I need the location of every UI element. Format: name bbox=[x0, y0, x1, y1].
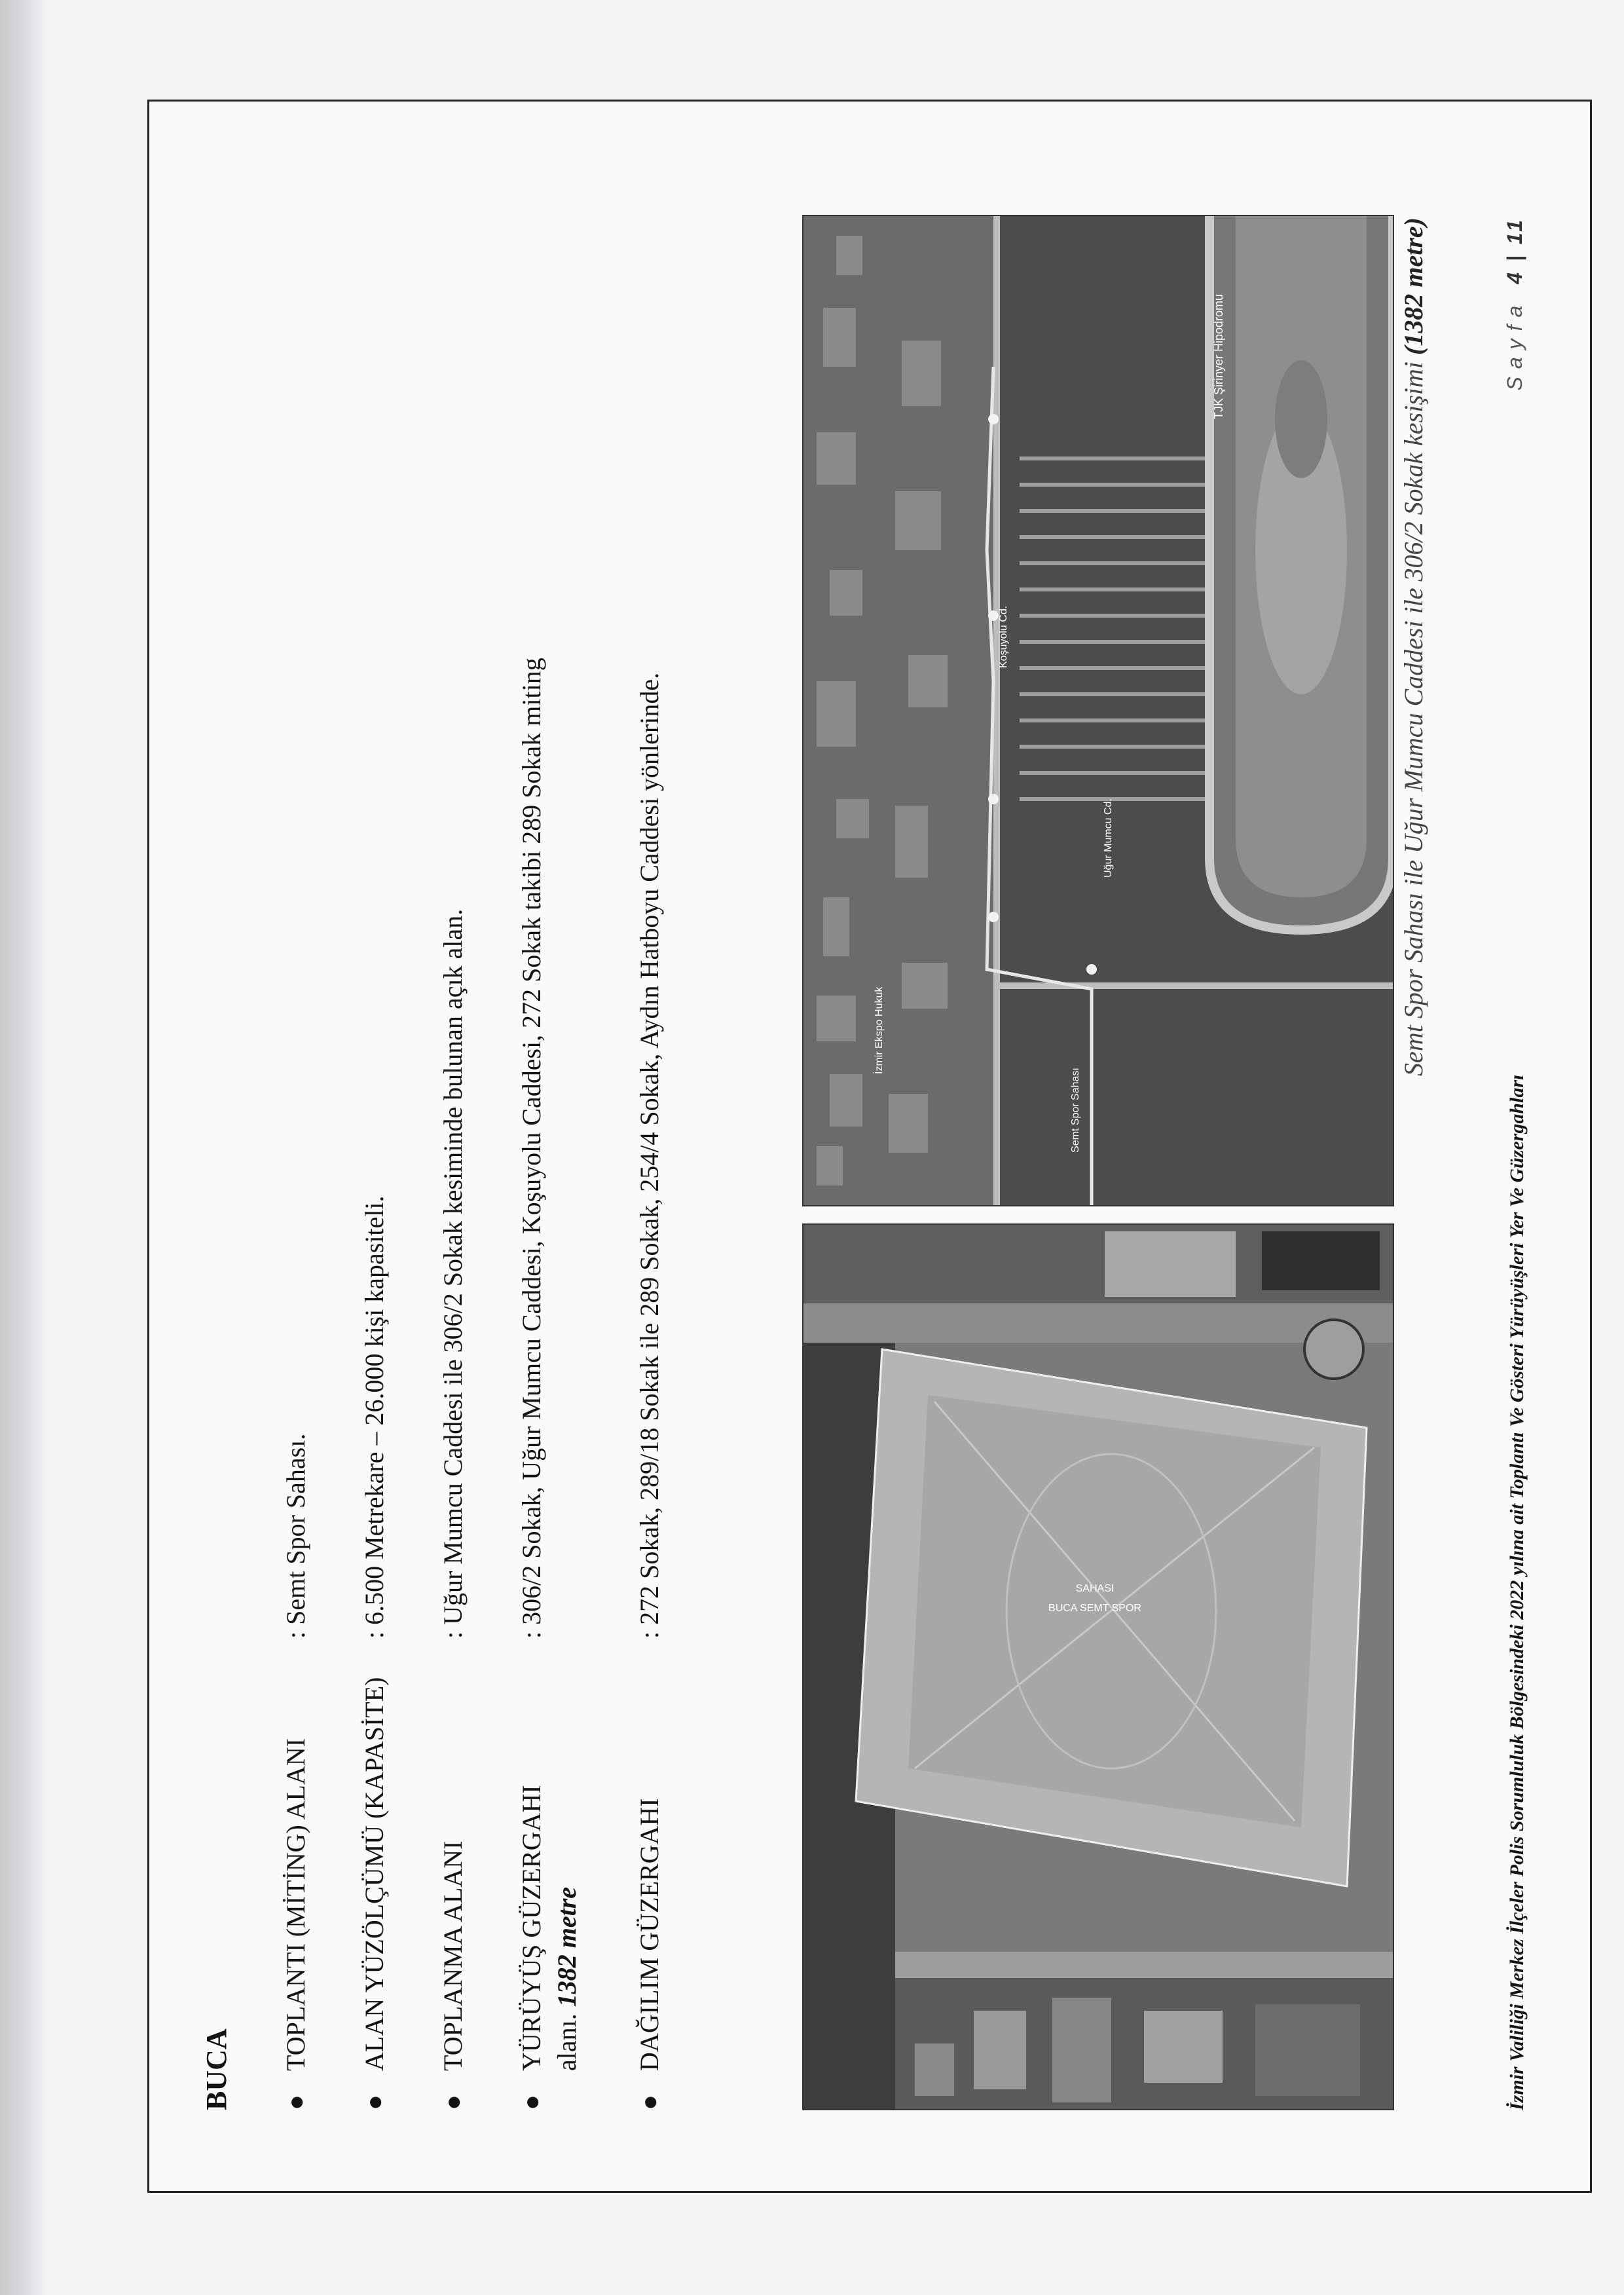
page-footer: İzmir Valiliği Merkez İlçeler Polis Sorumluluk Bölgesindeki 2022 yılına ait Toplantı Ve Gösteri Yürüyüşleri Yer Ve Güzergahları bbox=[1506, 1074, 1528, 2110]
bullet-icon: ● bbox=[360, 2094, 389, 2110]
page-heading: BUCA bbox=[200, 2028, 232, 2110]
field-label: YÜRÜYÜŞ GÜZERGAHI bbox=[517, 1785, 546, 2071]
route-map-image bbox=[803, 216, 1393, 1205]
page-content bbox=[147, 100, 1588, 2189]
scan-edge bbox=[0, 0, 46, 2295]
field-value: : Semt Spor Sahası. bbox=[281, 1433, 310, 1639]
aerial-photo-sports-field bbox=[802, 1223, 1394, 2110]
field-value: : 306/2 Sokak, Uğur Mumcu Caddesi, Koşuyolu Caddesi, 272 Sokak takibi 289 Sokak miting bbox=[517, 658, 546, 1639]
site-label-line1: BUCA SEMT SPOR bbox=[1048, 1603, 1141, 1614]
bullet-icon: ● bbox=[517, 2094, 546, 2110]
field-continuation bbox=[549, 1887, 585, 2071]
aerial-photo-image bbox=[803, 1225, 1393, 2109]
map-label-ekspo: İzmir Ekspo Hukuk bbox=[874, 986, 885, 1074]
field-label: ALAN YÜZÖLÇÜMÜ (KAPASİTE) bbox=[360, 1677, 389, 2071]
aerial-photo-route-map bbox=[802, 215, 1394, 1206]
continuation-text: alanı. bbox=[552, 2013, 581, 2071]
map-caption bbox=[1398, 217, 1429, 1220]
bullet-icon: ● bbox=[281, 2094, 310, 2110]
field-value: : Uğur Mumcu Caddesi ile 306/2 Sokak kesiminde bulunan açık alan. bbox=[438, 908, 468, 1639]
page-number bbox=[1503, 217, 1527, 390]
map-label-hippodrome: TJK Şirinyer Hipodromu bbox=[1212, 293, 1225, 419]
map-label-kosuyolu: Koşuyolu Cd. bbox=[998, 605, 1009, 668]
map-label-semt-spor: Semt Spor Sahası bbox=[1070, 1068, 1081, 1153]
bullet-icon: ● bbox=[438, 2094, 468, 2110]
field-label: TOPLANMA ALANI bbox=[438, 1840, 468, 2071]
field-label: DAĞILIM GÜZERGAHI bbox=[635, 1798, 664, 2071]
caption-distance: (1382 metre) bbox=[1399, 217, 1428, 355]
bullet-icon: ● bbox=[635, 2094, 664, 2110]
field-row-march-route bbox=[514, 211, 586, 2110]
site-label-line2: SAHASI bbox=[1075, 1583, 1115, 1594]
field-label: TOPLANTI (MİTİNG) ALANI bbox=[281, 1738, 310, 2071]
page-word: Sayfa bbox=[1503, 297, 1526, 391]
page-number-value: 4 | 11 bbox=[1503, 217, 1526, 284]
field-value: : 6.500 Metrekare – 26.000 kişi kapasiteli. bbox=[360, 1195, 389, 1639]
route-distance: 1382 metre bbox=[552, 1886, 581, 2007]
map-label-ugur-mumcu: Uğur Mumcu Cd. bbox=[1103, 798, 1114, 878]
caption-text: Semt Spor Sahası ile Uğur Mumcu Caddesi ile 306/2 Sokak kesişimi bbox=[1399, 361, 1428, 1076]
field-value: : 272 Sokak, 289/18 Sokak ile 289 Sokak, 254/4 Sokak, Aydın Hatboyu Caddesi yönlerinde. bbox=[635, 672, 664, 1639]
